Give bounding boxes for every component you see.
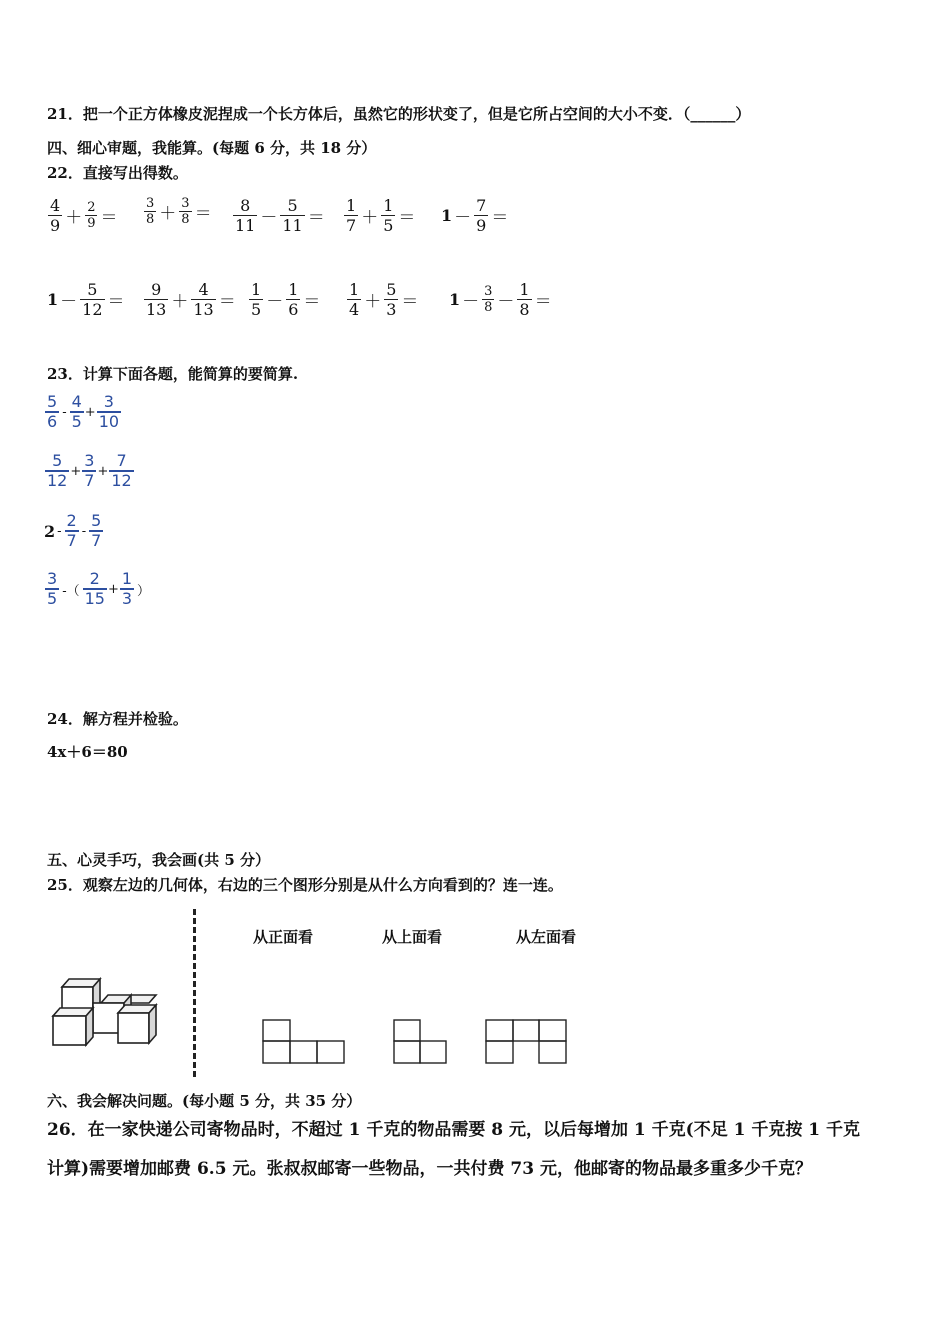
fraction: $\frac{3}{8}$ [484,284,493,315]
fraction: $\frac{5}{7}$ [91,511,102,550]
dashed-divider [193,909,196,1077]
view-shape-b [393,1019,449,1065]
view-label-top: 从上面看 [382,928,443,946]
fraction: $\frac{8}{11}$ [235,196,256,235]
fraction: $\frac{3}{8}$ [146,196,155,227]
fraction: $\frac{1}{6}$ [288,280,299,319]
fraction: $\frac{7}{9}$ [476,196,487,235]
fraction: $\frac{5}{11}$ [282,196,303,235]
fraction: $\frac{1}{5}$ [383,196,394,235]
q22-expr-4: $\frac{1}{7}$ ＋ $\frac{1}{5}$ ＝ [346,196,416,235]
fraction: $\frac{3}{5}$ [47,569,58,608]
fraction: $\frac{7}{12}$ [111,451,132,490]
q22-expr-9: $\frac{1}{4}$ ＋ $\frac{5}{3}$ ＝ [349,280,419,319]
fraction: $\frac{5}{12}$ [47,451,68,490]
view-label-front: 从正面看 [253,928,314,946]
q23-problem-1: $\frac{5}{6}$ - $\frac{4}{5}$ + $\frac{3}{10}$ [47,392,120,431]
question-21: 21．把一个正方体橡皮泥捏成一个长方体后，虽然它的形状变了，但是它所占空间的大小不变．（______） [47,105,751,123]
fraction: $\frac{5}{12}$ [82,280,103,319]
q22-expr-1: $\frac{4}{9}$ ＋ $\frac{2}{9}$ ＝ [50,196,118,235]
q22-expr-5: 1 － $\frac{7}{9}$ ＝ [441,196,509,235]
q23-problem-3: 2 - $\frac{2}{7}$ - $\frac{5}{7}$ [44,511,102,550]
q22-expr-3: $\frac{8}{11}$ － $\frac{5}{11}$ ＝ [235,196,325,235]
q22-expr-7: $\frac{9}{13}$ ＋ $\frac{4}{13}$ ＝ [146,280,236,319]
fraction: $\frac{5}{6}$ [47,392,58,431]
fraction: $\frac{2}{9}$ [87,200,96,231]
q22-expr-2: $\frac{3}{8}$ ＋ $\frac{3}{8}$ ＝ [146,196,212,227]
fraction: $\frac{9}{13}$ [146,280,167,319]
section-6-title: 六、我会解决问题。(每小题 5 分，共 35 分） [47,1092,362,1110]
q22-expr-8: $\frac{1}{5}$ － $\frac{1}{6}$ ＝ [251,280,321,319]
fraction: $\frac{2}{15}$ [84,569,105,608]
view-shape-c [485,1019,569,1065]
fraction: $\frac{4}{9}$ [50,196,61,235]
question-26-line-1: 26．在一家快递公司寄物品时，不超过 1 千克的物品需要 8 元，以后每增加 1 千克(不足 1 千克按 1 千克 [47,1120,861,1140]
fraction: $\frac{4}{13}$ [193,280,214,319]
equation: 4x＋6＝80 [47,743,128,761]
q23-problem-4: $\frac{3}{5}$ -（ $\frac{2}{15}$ + $\frac{1}{3}$ ） [47,569,151,608]
fraction: $\frac{1}{8}$ [519,280,530,319]
q23-problem-2: $\frac{5}{12}$ + $\frac{3}{7}$ + $\frac{7}{12}$ [47,451,132,490]
fraction: $\frac{2}{7}$ [66,511,77,550]
fraction: $\frac{3}{7}$ [84,451,95,490]
fraction: $\frac{4}{5}$ [71,392,82,431]
question-22-title: 22．直接写出得数。 [47,164,188,182]
view-label-left: 从左面看 [516,928,577,946]
fraction: $\frac{3}{10}$ [98,392,120,431]
fraction: $\frac{1}{3}$ [121,569,133,608]
question-26-line-2: 计算)需要增加邮费 6.5 元。张叔叔邮寄一些物品，一共付费 73 元，他邮寄的物品最多重多少千克？ [47,1159,812,1179]
q22-expr-10: 1 － $\frac{3}{8}$ － $\frac{1}{8}$ ＝ [449,280,552,319]
question-24-title: 24．解方程并检验。 [47,710,188,728]
fraction: $\frac{5}{3}$ [386,280,397,319]
question-23-title: 23．计算下面各题，能简算的要简算. [47,365,299,383]
section-4-title: 四、细心审题，我能算。(每题 6 分，共 18 分） [47,139,377,157]
fraction: $\frac{1}{4}$ [349,280,360,319]
question-25-title: 25．观察左边的几何体，右边的三个图形分别是从什么方向看到的？连一连。 [47,876,563,894]
fraction: $\frac{3}{8}$ [181,196,190,227]
fraction: $\frac{1}{7}$ [346,196,357,235]
geometric-solid-figure [46,975,171,1050]
fraction: $\frac{1}{5}$ [251,280,262,319]
section-5-title: 五、心灵手巧，我会画(共 5 分） [47,851,270,869]
view-shape-a [262,1019,346,1065]
q22-expr-6: 1 － $\frac{5}{12}$ ＝ [47,280,125,319]
